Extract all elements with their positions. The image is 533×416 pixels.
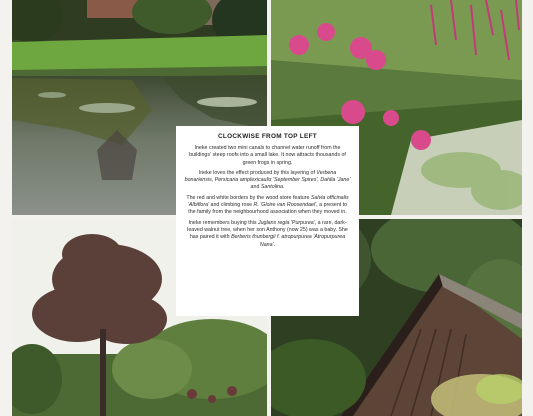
caption-text: , a rare, dark-leaved walnut tree, when her son Anthony (now 25) was a baby. She has paired it with: [187, 219, 348, 241]
caption-paragraph-1: [184, 145, 351, 167]
caption-title: CLOCKWISE FROM TOP LEFT: [218, 133, 317, 140]
caption-text: .: [282, 184, 285, 191]
caption-paragraph-4: [184, 220, 351, 249]
caption-text: .: [273, 241, 276, 248]
caption-box: [176, 126, 359, 316]
caption-text: and climbing rose: [209, 202, 254, 209]
plant-name: R. 'Gloire van Roosendael': [253, 202, 317, 209]
plant-name: Verbena bonariensis: [184, 169, 337, 184]
plant-name: Salvia officinalis 'Albiflora': [187, 194, 349, 209]
caption-text: Ineke loves the effect produced by this layering of: [198, 169, 317, 176]
caption-text: The red and white borders by the wood store feature: [186, 194, 311, 201]
caption-text: and: [250, 184, 261, 191]
plant-name: Berberis thunbergii f. atropurpurea 'Atropurpurea Nana': [231, 234, 346, 248]
plant-name: Santolina: [260, 184, 283, 191]
caption-text: ,: [211, 177, 215, 184]
caption-paragraph-2: [184, 170, 351, 192]
plant-name: Juglans regia 'Purpurea': [257, 219, 315, 226]
caption-text: Ineke created two mini canals to channel water runoff from the buildings' steep roofs into a small lake. It now attracts thousands of green frogs in spring.: [189, 145, 346, 166]
caption-text: Ineke remembers buying this: [188, 219, 258, 226]
plant-name: Persicaria amplexicaulis 'September Spires', Dahlia 'Jane': [214, 177, 351, 184]
caption-paragraph-3: [184, 195, 351, 217]
caption-text: , a present to the family from the neighbourhood association when they moved in.: [188, 202, 348, 216]
